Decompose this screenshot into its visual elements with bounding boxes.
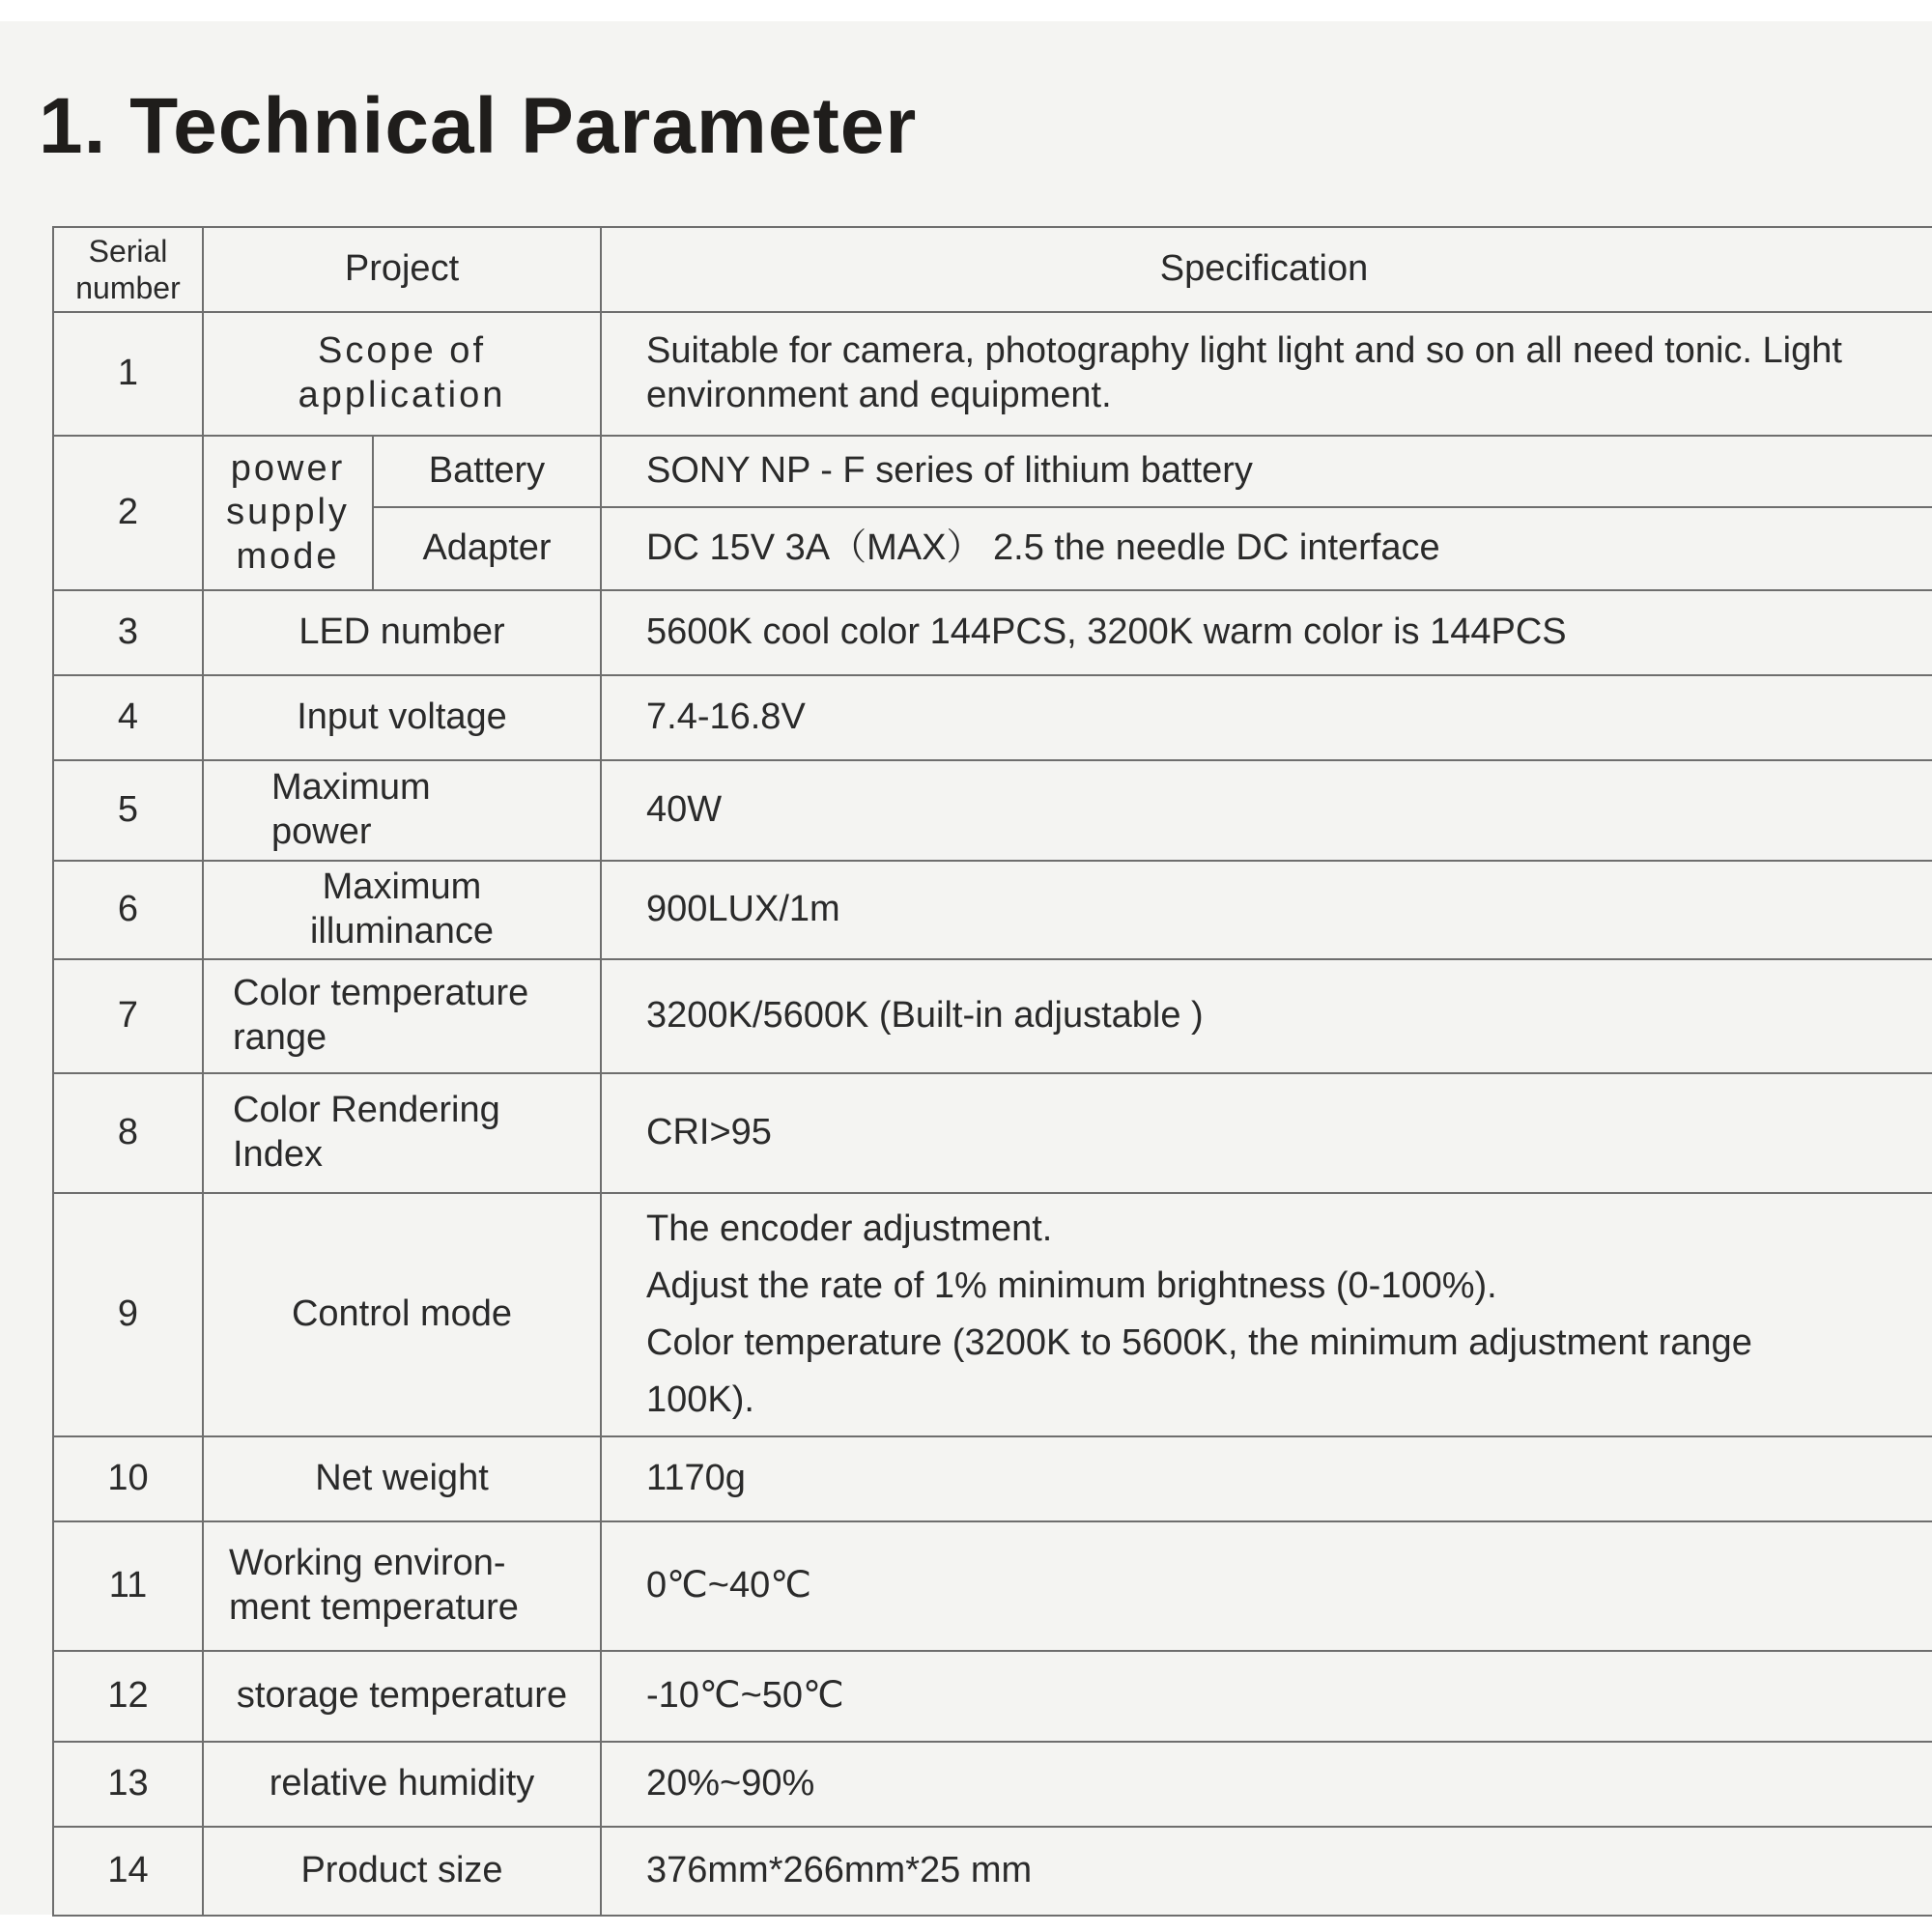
project-cell: power supply mode bbox=[203, 436, 373, 590]
sub-project-adapter: Adapter bbox=[373, 507, 601, 590]
table-header-row bbox=[53, 227, 1932, 312]
spec-cell: -10℃~50℃ bbox=[601, 1651, 1932, 1742]
serial-cell: 9 bbox=[53, 1193, 203, 1436]
spec-cell: DC 15V 3A（MAX） 2.5 the needle DC interface bbox=[601, 507, 1932, 590]
project-cell: LED number bbox=[203, 590, 601, 675]
spec-cell: 20%~90% bbox=[601, 1742, 1932, 1827]
serial-cell: 6 bbox=[53, 861, 203, 959]
sub-project-battery: Battery bbox=[373, 436, 601, 507]
project-cell: Scope of application bbox=[203, 312, 601, 436]
spec-cell: The encoder adjustment. Adjust the rate of 1% minimum brightness (0-100%). Color temperature (3200K to 5600K, the minimum adjustment range 100K). bbox=[601, 1193, 1932, 1436]
header-specification: Specification bbox=[601, 227, 1932, 312]
serial-cell: 2 bbox=[53, 436, 203, 590]
table-row bbox=[53, 1521, 1932, 1651]
serial-cell: 10 bbox=[53, 1436, 203, 1521]
page-title: 1. Technical Parameter bbox=[39, 82, 918, 170]
serial-cell: 11 bbox=[53, 1521, 203, 1651]
spec-cell: 1170g bbox=[601, 1436, 1932, 1521]
table-row bbox=[53, 1827, 1932, 1916]
table-row bbox=[53, 590, 1932, 675]
project-cell: Product size bbox=[203, 1827, 601, 1916]
header-project: Project bbox=[203, 227, 601, 312]
project-cell: Maximum illuminance bbox=[203, 861, 601, 959]
serial-cell: 5 bbox=[53, 760, 203, 861]
table-row bbox=[53, 760, 1932, 861]
serial-cell: 8 bbox=[53, 1073, 203, 1193]
serial-cell: 3 bbox=[53, 590, 203, 675]
project-cell: Color temperature range bbox=[203, 959, 601, 1073]
project-cell: Working environ- ment temperature bbox=[203, 1521, 601, 1651]
table-row bbox=[53, 675, 1932, 760]
project-cell: Color Rendering Index bbox=[203, 1073, 601, 1193]
project-cell: storage temperature bbox=[203, 1651, 601, 1742]
header-serial-number: Serial number bbox=[53, 227, 203, 312]
project-cell: Net weight bbox=[203, 1436, 601, 1521]
table-row bbox=[53, 1436, 1932, 1521]
document-page bbox=[0, 21, 1932, 1915]
technical-parameter-table bbox=[52, 226, 1932, 1917]
spec-cell: 900LUX/1m bbox=[601, 861, 1932, 959]
table-row bbox=[53, 1073, 1932, 1193]
spec-cell: CRI>95 bbox=[601, 1073, 1932, 1193]
table-row bbox=[53, 1742, 1932, 1827]
serial-cell: 12 bbox=[53, 1651, 203, 1742]
project-cell: Input voltage bbox=[203, 675, 601, 760]
serial-cell: 13 bbox=[53, 1742, 203, 1827]
table-row bbox=[53, 861, 1932, 959]
spec-cell: 40W bbox=[601, 760, 1932, 861]
serial-cell: 4 bbox=[53, 675, 203, 760]
table-row bbox=[53, 1651, 1932, 1742]
table-row bbox=[53, 436, 1932, 507]
spec-cell: 0℃~40℃ bbox=[601, 1521, 1932, 1651]
table-row bbox=[53, 959, 1932, 1073]
spec-cell: 3200K/5600K (Built-in adjustable ) bbox=[601, 959, 1932, 1073]
spec-cell: 376mm*266mm*25 mm bbox=[601, 1827, 1932, 1916]
spec-cell: SONY NP - F series of lithium battery bbox=[601, 436, 1932, 507]
spec-cell: Suitable for camera, photography light light and so on all need tonic. Light environment and equipment. bbox=[601, 312, 1932, 436]
serial-cell: 14 bbox=[53, 1827, 203, 1916]
serial-cell: 1 bbox=[53, 312, 203, 436]
project-cell: Control mode bbox=[203, 1193, 601, 1436]
table-row bbox=[53, 312, 1932, 436]
serial-cell: 7 bbox=[53, 959, 203, 1073]
spec-cell: 7.4-16.8V bbox=[601, 675, 1932, 760]
table-row bbox=[53, 1193, 1932, 1436]
project-cell: relative humidity bbox=[203, 1742, 601, 1827]
spec-cell: 5600K cool color 144PCS, 3200K warm color is 144PCS bbox=[601, 590, 1932, 675]
project-cell: Maximum power bbox=[203, 760, 601, 861]
